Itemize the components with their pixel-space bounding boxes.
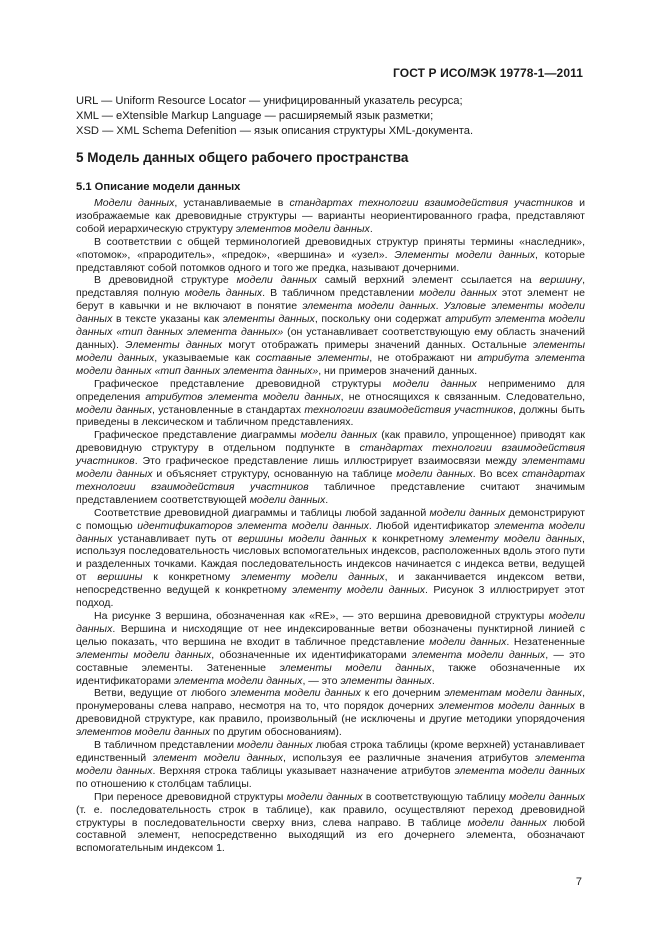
italic-term: модели данных xyxy=(300,429,378,442)
text-run: любая строка таблицы (кроме верхней) устанавливает единственный xyxy=(76,739,586,764)
italic-term: элемента модели данных xyxy=(76,519,585,545)
text-run: устанавливает путь от xyxy=(112,532,238,545)
italic-term: элементы модели данных xyxy=(76,648,212,661)
text-run: могут отображать примеры значений данных. Остальные xyxy=(222,338,533,351)
text-run: в соответствующую таблицу xyxy=(362,790,510,803)
paragraph xyxy=(76,197,585,236)
italic-term: элемента модели данных xyxy=(173,674,303,687)
italic-term: модели данных xyxy=(76,610,585,635)
text-run: любой составной элемент, непосредственно выходящий из его дочернего элемента, обозначают вспомогательным индексом 1. xyxy=(76,816,585,855)
italic-term: Узловые элементы модели данных xyxy=(76,300,585,326)
text-run: к конкретному xyxy=(142,571,242,584)
text-run: . В табличном представлении xyxy=(262,287,420,300)
italic-term: Элементы данных xyxy=(125,338,223,351)
text-run: В соответствии с общей терминологией древовидных структур приняты термины «наследник», «потомок», «прародитель», «предок», «вершина» и «узел». xyxy=(76,235,585,261)
text-run: , обозначенные их идентификаторами xyxy=(211,648,412,661)
abbreviation-xml: XML — eXtensible Markup Language — расширяемый язык разметки; xyxy=(76,110,434,122)
text-run: . xyxy=(431,674,435,687)
italic-term: стандартах технологии взаимодействия участников xyxy=(76,468,585,493)
italic-term: Элементы модели данных xyxy=(394,248,535,261)
paragraph xyxy=(76,610,585,687)
italic-term: модели данных xyxy=(249,493,326,506)
paragraph xyxy=(76,739,585,791)
paragraph xyxy=(76,429,585,506)
text-run: , поскольку они содержат xyxy=(314,313,446,326)
paragraph xyxy=(76,378,585,430)
paragraph xyxy=(76,507,585,610)
text-run: в тексте указаны как xyxy=(112,313,223,326)
body-text xyxy=(76,197,585,855)
italic-term: модель данных xyxy=(184,287,263,300)
text-run: Графическое представление диаграммы xyxy=(94,429,301,442)
text-run: к его дочерним xyxy=(360,687,445,700)
text-run: . Незатененные xyxy=(506,635,585,648)
text-run: , установленные в стандартах xyxy=(151,403,305,416)
italic-term: атрибут элемента модели данных «тип данных элемента данных» xyxy=(76,313,585,339)
italic-term: элементы модели данных xyxy=(279,661,432,674)
text-run: этот элемент не берут в кавычки и не включают в понятие xyxy=(76,287,585,313)
text-run: в древовидной структуре, как правило, произвольный (не исключены и другие методики упорядочения xyxy=(76,700,585,726)
paragraph xyxy=(76,687,585,739)
standard-code-header: ГОСТ Р ИСО/МЭК 19778-1—2011 xyxy=(393,66,583,80)
section-title: 5 Модель данных общего рабочего пространства xyxy=(76,150,409,165)
italic-term: элементы данных xyxy=(222,313,315,326)
text-run: , пронумерованы слева направо, несмотря на то, что порядок дочерних xyxy=(76,687,585,713)
paragraph xyxy=(76,236,585,275)
text-run: , должны быть приведены в лексическом и табличном представлениях. xyxy=(76,403,586,429)
italic-term: элементу модели данных xyxy=(449,532,583,545)
text-run: , используя последовательность числовых вспомогательных индексов, расположенных вдоль этого пути и разделенных точками. Каждая последовательность индексов начинается с индекса ветви, ведущей от xyxy=(76,532,585,584)
text-run: , ни примеров значений данных. xyxy=(318,364,478,377)
italic-term: элементов модели данных xyxy=(438,700,576,713)
text-run: (т. е. последовательность строк в таблице), как правило, осуществляют переход древовидной структуры в последовательности сверху вниз, слева направо. В таблице xyxy=(76,803,585,829)
italic-term: вершины xyxy=(97,571,143,584)
italic-term: элементов модели данных xyxy=(235,222,370,235)
text-run: , представляя полную xyxy=(76,274,585,300)
italic-term: элементами модели данных xyxy=(76,455,585,481)
italic-term: элементам модели данных xyxy=(444,687,583,700)
page-number: 7 xyxy=(575,876,582,888)
abbreviations-list xyxy=(76,94,586,139)
italic-term: модели данных xyxy=(76,403,152,416)
text-run: В табличном представлении xyxy=(94,739,238,752)
italic-term: элемента модели данных xyxy=(76,751,586,777)
italic-term: атрибутов элемента модели данных xyxy=(145,390,341,403)
text-run: (он устанавливает соответствующую ему область значений данных). xyxy=(76,326,585,351)
text-run: неприменимо для определения xyxy=(76,377,585,403)
text-run: . xyxy=(325,493,329,506)
text-run: демонстрируют с помощью xyxy=(76,506,585,532)
italic-term: элементы модели данных xyxy=(76,338,585,364)
italic-term: модели данных xyxy=(419,287,497,300)
text-run: . Любой идентификатор xyxy=(368,519,495,532)
italic-term: элемента модели данных xyxy=(230,687,361,700)
subsection-title: 5.1 Описание модели данных xyxy=(76,181,241,193)
text-run: . xyxy=(435,300,444,313)
text-run: В древовидной структуре xyxy=(94,274,237,287)
italic-term: модели данных xyxy=(509,790,585,803)
italic-term: модели данных xyxy=(429,635,507,648)
italic-term: элемента модели данных xyxy=(302,300,436,313)
abbreviation-url: URL — Uniform Resource Locator — унифицированный указатель ресурса; xyxy=(76,95,463,107)
italic-term: модели данных xyxy=(396,468,473,481)
italic-term: модели данных xyxy=(392,377,477,390)
italic-term: Модели данных xyxy=(94,197,175,209)
italic-term: модели данных xyxy=(429,506,506,519)
text-run: , используя ее различные значения атрибутов xyxy=(282,751,535,764)
paragraph xyxy=(76,274,585,377)
italic-term: модели данных xyxy=(237,739,313,752)
text-run: и изображаемые как древовидные структуры — варианты неориентированного графа, представляют собой иерархическую структуру xyxy=(76,197,586,235)
italic-term: модели данных xyxy=(286,790,363,803)
text-run: . Вершина и нисходящие от нее индексированные ветви обозначены пунктирной линией с целью показать, что вершина не входит в табличное представление xyxy=(76,622,585,648)
text-run: по другим обоснованиям). xyxy=(210,726,342,739)
text-run: , — это составные элементы. Затененные xyxy=(76,648,585,674)
italic-term: элемента модели данных xyxy=(411,648,546,661)
text-run: . Во всех xyxy=(472,468,522,481)
text-run: , — это xyxy=(302,674,341,687)
text-run: табличное представление считают значимым представлением соответствующей xyxy=(76,480,585,506)
italic-term: модели данных xyxy=(467,816,547,829)
text-run: , устанавливаемые в xyxy=(174,197,290,209)
text-run: . Верхняя строка таблицы указывает назначение атрибутов xyxy=(152,764,455,777)
italic-term: стандартах технологии взаимодействия участников xyxy=(76,442,586,468)
italic-term: элемента модели данных xyxy=(454,764,585,777)
abbreviation-xsd: XSD — XML Schema Defenition — язык описания структуры XML-документа. xyxy=(76,125,474,137)
text-run: . Рисунок 3 иллюстрирует этот подход. xyxy=(76,584,585,610)
text-run: самый верхний элемент ссылается на xyxy=(316,274,540,287)
italic-term: элементу модели данных xyxy=(241,571,385,584)
italic-term: идентификаторов элемента модели данных xyxy=(137,519,369,532)
text-run: Графическое представление древовидной структуры xyxy=(94,377,393,390)
text-run: , также обозначенные их идентификаторами xyxy=(76,661,586,687)
text-run: к конкретному xyxy=(366,532,450,545)
text-run: При переносе древовидной структуры xyxy=(94,790,287,803)
italic-term: элементу модели данных xyxy=(292,584,425,597)
text-run: Соответствие древовидной диаграммы и таблицы любой заданной xyxy=(94,506,430,519)
italic-term: элементов модели данных xyxy=(76,726,211,739)
paragraph xyxy=(76,791,585,856)
italic-term: модели данных xyxy=(236,274,317,287)
italic-term: элементы данных xyxy=(340,674,432,687)
text-run: , не относящихся к связанным. Следовательно, xyxy=(340,390,586,403)
italic-term: атрибута элемента модели данных «тип данных элемента данных» xyxy=(76,351,585,377)
italic-term: составные элементы xyxy=(255,351,370,364)
text-run: и объясняет структуру, основанную на таблице xyxy=(152,468,397,481)
text-run: , которые представляют собой потомков одного и того же предка, называют дочерними. xyxy=(76,248,585,274)
text-run: (как правило, упрощенное) приводят как древовидную структуру в отдельном подпункте в xyxy=(76,429,585,455)
text-run: , указываемые как xyxy=(154,351,256,364)
text-run: . Это графическое представление лишь иллюстрирует взаимосвязи между xyxy=(134,455,522,468)
text-run: , и заканчивается индексом ветви, непосредственно ведущей к конкретному xyxy=(76,571,585,597)
italic-term: элемент модели данных xyxy=(152,751,283,764)
text-run: , не отображают ни xyxy=(369,351,478,364)
italic-term: технологии взаимодействия участников xyxy=(304,403,513,416)
italic-term: стандартах технологии взаимодействия участников xyxy=(289,197,573,209)
italic-term: вершину xyxy=(539,274,583,287)
text-run: На рисунке 3 вершина, обозначенная как «RE», — это вершина древовидной структуры xyxy=(94,610,549,622)
italic-term: вершины модели данных xyxy=(237,532,367,545)
text-run: . xyxy=(369,222,373,235)
text-run: Ветви, ведущие от любого xyxy=(94,687,231,700)
text-run: по отношению к столбцам таблицы. xyxy=(76,777,252,790)
